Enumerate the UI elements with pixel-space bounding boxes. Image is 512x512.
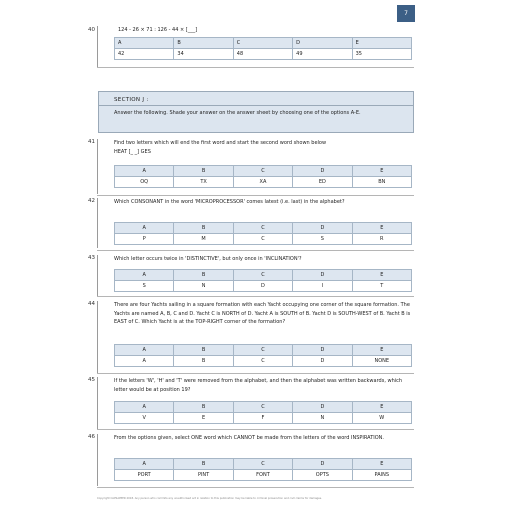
question-43 <box>88 255 415 296</box>
option-letter: B <box>174 166 233 177</box>
option-letter: A <box>115 166 174 177</box>
option-letter: A <box>115 345 174 356</box>
option-value: F <box>233 413 292 424</box>
question-46 <box>88 434 415 486</box>
option-letter: D <box>293 270 352 281</box>
option-value: PAINS <box>352 470 411 481</box>
option-letter: A <box>115 402 174 413</box>
question-divider <box>97 296 414 297</box>
option-letter: B <box>174 459 233 470</box>
option-value: 49 <box>293 49 352 60</box>
question-41 <box>88 139 415 194</box>
option-value: OQ <box>115 177 174 188</box>
option-letter: E <box>352 223 411 234</box>
option-letter: C <box>233 459 292 470</box>
option-value: ED <box>293 177 352 188</box>
option-value: C <box>233 234 292 245</box>
answer-table <box>114 269 412 292</box>
option-letter: C <box>233 345 292 356</box>
option-letter: D <box>293 402 352 413</box>
question-divider <box>97 195 414 196</box>
option-letter: D <box>293 345 352 356</box>
question-text: There are four Yachts sailing in a square formation with each Yacht occupying one corner of the square formation. The Yachts are named A, B, C and D. Yacht C is NORTH of D. Yacht A is SOUTH of B. Yacht D is SOUTH-WEST of B. Yacht B is EAST of C. Which Yacht is at the TOP-RIGHT corner of the formation? <box>114 302 411 325</box>
option-value: D <box>233 281 292 292</box>
option-letter: A <box>115 223 174 234</box>
question-number: 41 <box>88 139 95 145</box>
answer-table <box>114 458 412 481</box>
option-value: OPTS <box>293 470 352 481</box>
option-value: N <box>293 413 352 424</box>
question-44 <box>88 301 415 373</box>
question-number: 44 <box>88 301 95 307</box>
option-value: S <box>115 281 174 292</box>
option-letter: E <box>352 402 411 413</box>
section-instructions: Answer the following. Shade your answer on the answer sheet by choosing one of the options A-E. <box>114 110 361 116</box>
option-value: V <box>115 413 174 424</box>
section-divider <box>99 105 413 106</box>
option-value: FONT <box>233 470 292 481</box>
option-letter: B <box>174 402 233 413</box>
option-value: TX <box>174 177 233 188</box>
option-value: W <box>352 413 411 424</box>
question-number: 40 <box>88 27 95 33</box>
option-letter: D <box>293 459 352 470</box>
answer-table <box>114 401 412 424</box>
answer-table <box>114 37 412 60</box>
option-value: B <box>174 356 233 367</box>
option-letter: D <box>293 223 352 234</box>
option-letter: A <box>115 270 174 281</box>
option-letter: A <box>115 38 174 49</box>
option-value: XA <box>233 177 292 188</box>
option-value: 48 <box>233 49 292 60</box>
option-value: E <box>174 413 233 424</box>
option-value: BN <box>352 177 411 188</box>
question-word-pair: HEAT [_ _] GES <box>114 148 151 155</box>
option-letter: A <box>115 459 174 470</box>
option-letter: B <box>174 270 233 281</box>
section-header <box>98 91 414 133</box>
option-value: R <box>352 234 411 245</box>
option-value: PINT <box>174 470 233 481</box>
option-value: A <box>115 356 174 367</box>
option-letter: C <box>233 38 292 49</box>
option-letter: C <box>233 402 292 413</box>
question-text: Find two letters which will end the first word and start the second word shown below <box>114 140 327 146</box>
option-value: PORT <box>115 470 174 481</box>
question-divider <box>97 487 414 488</box>
question-42 <box>88 198 415 248</box>
option-letter: E <box>352 270 411 281</box>
option-value: P <box>115 234 174 245</box>
answer-table <box>114 344 412 367</box>
question-text: Which letter occurs twice in 'DISTINCTIVE', but only once in 'INCLINATION'? <box>114 256 302 262</box>
page-number-badge: 7 <box>397 5 415 22</box>
option-letter: E <box>352 345 411 356</box>
option-value: 34 <box>174 49 233 60</box>
option-letter: C <box>233 223 292 234</box>
option-letter: E <box>352 38 411 49</box>
question-divider <box>97 250 414 251</box>
option-letter: D <box>293 38 352 49</box>
question-divider <box>97 373 414 374</box>
option-value: 35 <box>352 49 411 60</box>
section-title: SECTION J : <box>114 97 149 103</box>
option-value: T <box>352 281 411 292</box>
option-value: C <box>233 356 292 367</box>
option-value: I <box>293 281 352 292</box>
copyright-footer: Copyright CAPSAPPER 2018. Any person who commits any unauthorised act in relation to this publication may be liable to criminal prosecution and civil claims for damages. <box>97 497 322 500</box>
option-letter: B <box>174 345 233 356</box>
question-number: 45 <box>88 377 95 383</box>
question-text: 124 - 26 × 71 : 126 - 44 × [___] <box>118 27 198 33</box>
option-letter: B <box>174 38 233 49</box>
answer-table <box>114 165 412 188</box>
option-letter: E <box>352 166 411 177</box>
answer-table <box>114 222 412 245</box>
question-text: Which CONSONANT in the word 'MICROPROCESSOR' comes latest (i.e. last) in the alphabet? <box>114 199 345 205</box>
option-letter: C <box>233 270 292 281</box>
question-45 <box>88 377 415 429</box>
question-number: 46 <box>88 434 95 440</box>
option-value: S <box>293 234 352 245</box>
option-value: M <box>174 234 233 245</box>
question-text: From the options given, select ONE word which CANNOT be made from the letters of the word INSPIRATION. <box>114 435 385 441</box>
option-value: D <box>293 356 352 367</box>
question-number: 42 <box>88 198 95 204</box>
option-letter: B <box>174 223 233 234</box>
option-letter: C <box>233 166 292 177</box>
option-value: 42 <box>115 49 174 60</box>
question-divider <box>97 67 414 68</box>
question-number: 43 <box>88 255 95 261</box>
question-text: If the letters 'W', 'H' and 'T' were removed from the alphabet, and then the alphabet was written backwards, which letter would be at position 19? <box>114 378 403 393</box>
option-letter: E <box>352 459 411 470</box>
option-letter: D <box>293 166 352 177</box>
question-40 <box>88 26 415 67</box>
option-value: NONE <box>352 356 411 367</box>
question-divider <box>97 429 414 430</box>
option-value: N <box>174 281 233 292</box>
